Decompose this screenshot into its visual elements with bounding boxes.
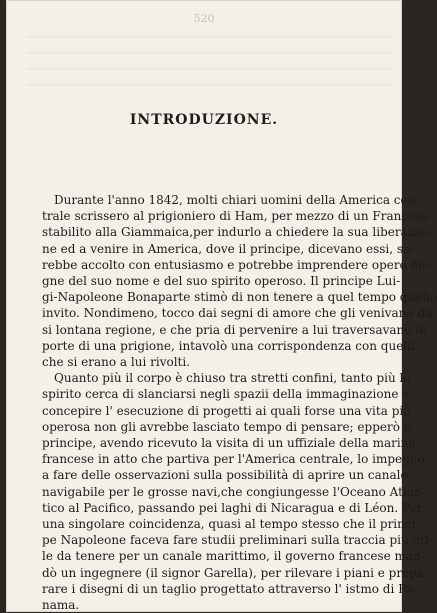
body-text (42, 192, 437, 613)
paragraph-2 (42, 370, 433, 613)
text-line: gne del suo nome e del suo spirito operoso. Il principe Lui- (42, 274, 401, 289)
text-line: dò un ingegnere (il signor Garella), per rilevare i piani e prepa- (42, 565, 429, 580)
text-line: si lontana regione, e che pria di pervenire a lui traversavano le (42, 322, 427, 337)
paragraph-1 (42, 192, 437, 370)
text-line: ne ed a venire in America, dove il principe, dicevano essi, sa- (42, 241, 415, 256)
text-line: a fare delle osservazioni sulla possibilità di aprire un canale (42, 468, 408, 483)
book-page (6, 0, 437, 613)
text-line: porte di una prigione, intavolò una corrispondenza con quelli (42, 338, 415, 353)
text-line: una singolare coincidenza, quasi al tempo stesso che il princi- (42, 517, 420, 532)
text-line: rare i disegni di un taglio progettato attraverso l' istmo di Pa- (42, 581, 417, 596)
page-number: 520 (193, 12, 215, 25)
text-line: trale scrissero al prigioniero di Ham, per mezzo di un Francese (42, 209, 429, 224)
text-line: rebbe accolto con entusiasmo e potrebbe imprendere opere de- (42, 257, 430, 272)
text-line: Durante l'anno 1842, molti chiari uomini della America cen- (54, 193, 420, 207)
text-line: principe, avendo ricevuto la visita di un uffiziale della marina (42, 436, 416, 451)
text-line: nama. (42, 598, 80, 613)
text-line: navigabile per le grosse navi,che congiungesse l'Oceano Atlan- (42, 484, 426, 499)
text-line: Quanto più il corpo è chiuso tra stretti confini, tanto più lo (54, 371, 411, 386)
text-line: concepire l' esecuzione di progetti ai quali forse una vita più (42, 403, 411, 418)
text-line: invito. Nondimeno, tocco dai segni di amore che gli venivano da (42, 306, 433, 321)
chapter-title: INTRODUZIONE. (129, 112, 279, 128)
text-line: francese in atto che partiva per l'America centrale, lo impegnò (42, 452, 425, 467)
text-line: spirito cerca di slanciarsi negli spazii della immaginazione e (42, 387, 410, 402)
text-line: operosa non gli avrebbe lasciato tempo di pensare; epperò il (42, 419, 412, 434)
text-line: tico al Pacifico, passando pei laghi di Nicaragua e di Léon. Per (42, 500, 423, 515)
text-line: stabilito alla Giammaica,per indurlo a chiedere la sua liberazio- (42, 225, 430, 240)
text-line: le da tenere per un canale marittimo, il governo francese man- (42, 549, 425, 564)
text-line: pe Napoleone faceva fare studii preliminari sulla traccia più uti- (42, 533, 433, 548)
bleed-through-text (26, 28, 392, 98)
text-line: gi-Napoleone Bonaparte stimò di non tenere a quel tempo quello (42, 290, 437, 305)
text-line: che si erano a lui rivolti. (42, 355, 191, 370)
